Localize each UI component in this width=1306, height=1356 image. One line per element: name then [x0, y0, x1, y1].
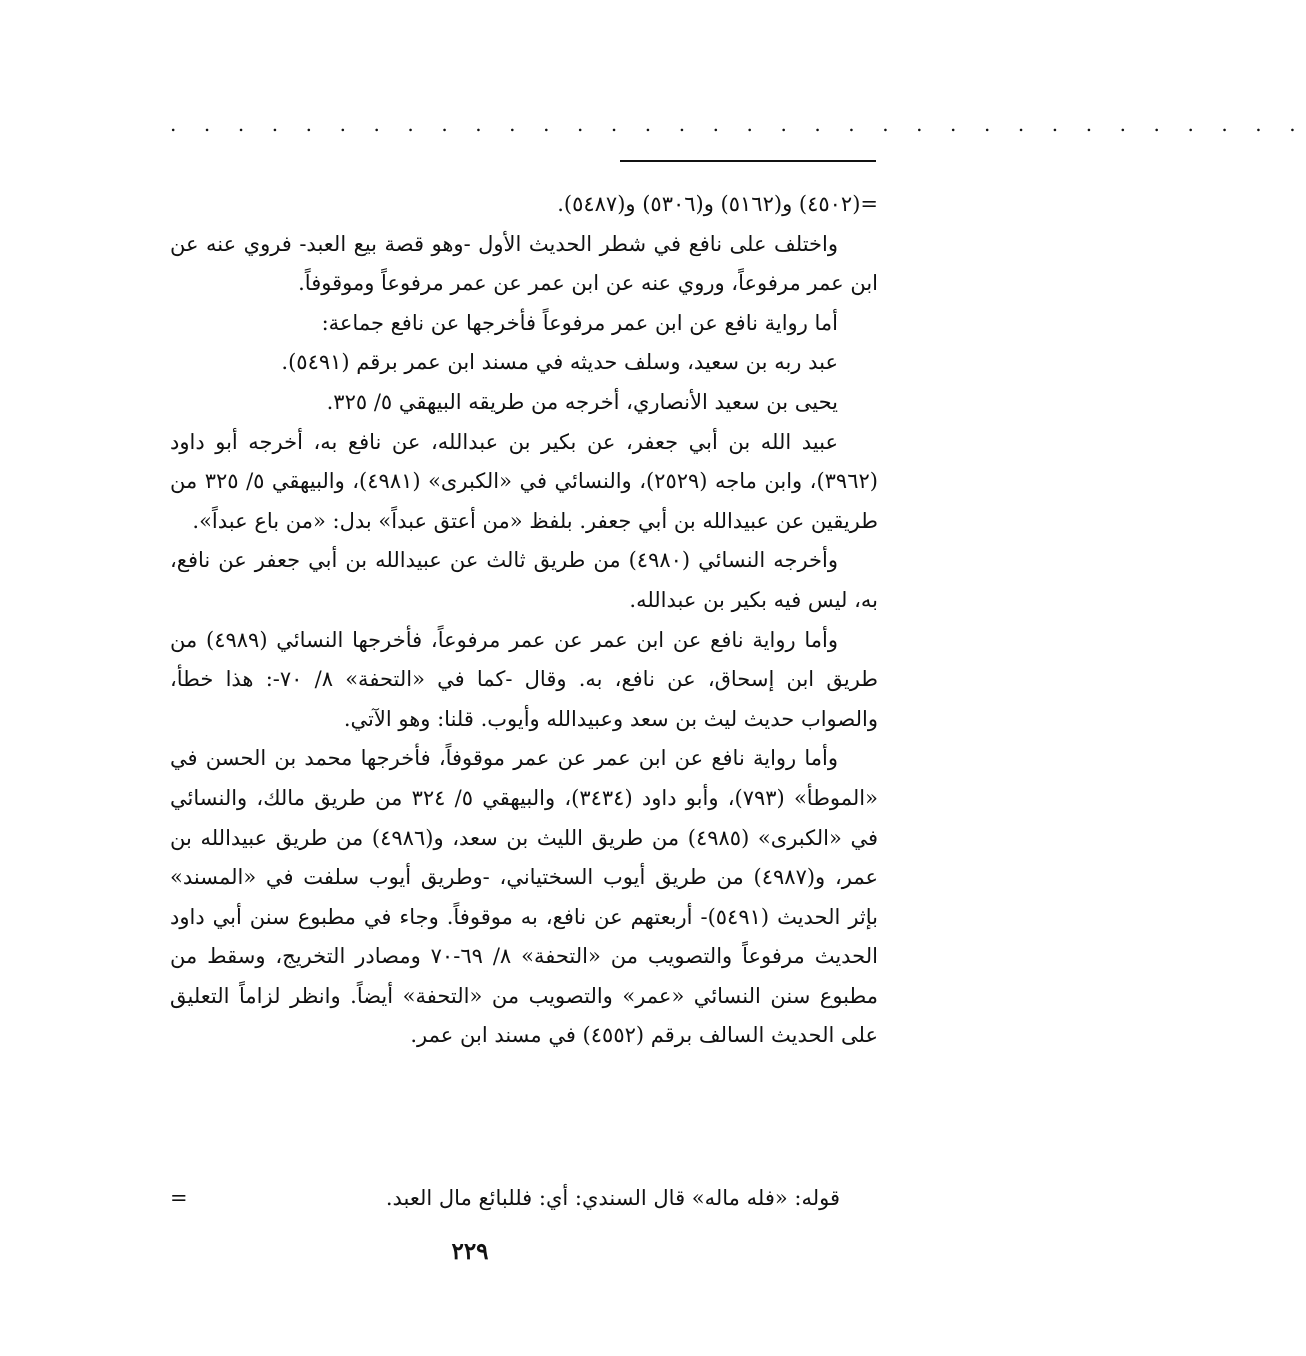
- page-number: ٢٢٩: [451, 1238, 489, 1265]
- footnote-paragraph: =(٤٥٠٢) و(٥١٦٢) و(٥٣٠٦) و(٥٤٨٧).: [557, 192, 878, 216]
- footnote-rule: [620, 160, 876, 162]
- footnote-paragraph: عبيد الله بن أبي جعفر، عن بكير بن عبدالله، عن نافع به، أخرجه أبو داود (٣٩٦٢)، وابن ماجه (٢٥٢٩)، والنسائي في «الكبرى» (٤٩٨١)، والبيهقي ٥/ ٣٢٥ من طريقين عن عبيدالله بن أبي جعفر. بلفظ «من أعتق عبداً» بدل: «من باع عبداً».: [170, 429, 878, 533]
- footnote-paragraph: واختلف على نافع في شطر الحديث الأول -وهو قصة بيع العبد- فروي عنه عن ابن عمر مرفوعاً، وروي عنه عن ابن عمر عن عمر مرفوعاً وموقوفاً.: [170, 231, 878, 296]
- continuation-mark: =: [170, 1186, 188, 1210]
- footnotes-block: [170, 185, 878, 1056]
- footnote-paragraph: عبد ربه بن سعيد، وسلف حديثه في مسند ابن عمر برقم (٥٤٩١).: [281, 350, 838, 375]
- final-footnote-text: قوله: «فله ماله» قال السندي: أي: فللبائع مال العبد.: [385, 1186, 840, 1210]
- footnote-paragraph: يحيى بن سعيد الأنصاري، أخرجه من طريقه البيهقي ٥/ ٣٢٥.: [326, 389, 838, 414]
- separator-dots: . . . . . . . . . . . . . . . . . . . . . . . . . . . . . . . . . .: [170, 112, 1306, 136]
- footnote-paragraph: وأخرجه النسائي (٤٩٨٠) من طريق ثالث عن عبيدالله بن أبي جعفر عن نافع، به، ليس فيه بكير بن عبدالله.: [170, 548, 878, 612]
- footnote-paragraph: وأما رواية نافع عن ابن عمر عن عمر موقوفاً، فأخرجها محمد بن الحسن في «الموطأ» (٧٩٣)، وأبو داود (٣٤٣٤)، والبيهقي ٥/ ٣٢٤ من طريق مالك، والنسائي في «الكبرى» (٤٩٨٥) من طريق الليث بن سعد، و(٤٩٨٦) من طريق عبيدالله بن عمر، و(٤٩٨٧) من طريق أيوب السختياني، -وطريق أيوب سلفت في «المسند» بإثر الحديث (٥٤٩١)- أربعتهم عن نافع، به موقوفاً. وجاء في مطبوع سنن أبي داود الحديث مرفوعاً والتصويب من «التحفة» ٨/ ٦٩-٧٠ ومصادر التخريج، وسقط من مطبوع سنن النسائي «عمر» والتصويب من «التحفة» أيضاً. وانظر لزاماً التعليق على الحديث السالف برقم (٤٥٥٢) في مسند ابن عمر.: [170, 746, 878, 1048]
- final-footnote-line: [170, 1178, 878, 1218]
- footnote-paragraph: وأما رواية نافع عن ابن عمر عن عمر مرفوعاً، فأخرجها النسائي (٤٩٨٩) من طريق ابن إسحاق، عن نافع، به. وقال -كما في «التحفة» ٨/ ٧٠-: هذا خطأ، والصواب حديث ليث بن سعد وعبيدالله وأيوب. قلنا: وهو الآتي.: [170, 627, 878, 731]
- footnote-paragraph: أما رواية نافع عن ابن عمر مرفوعاً فأخرجها عن نافع جماعة:: [321, 310, 838, 335]
